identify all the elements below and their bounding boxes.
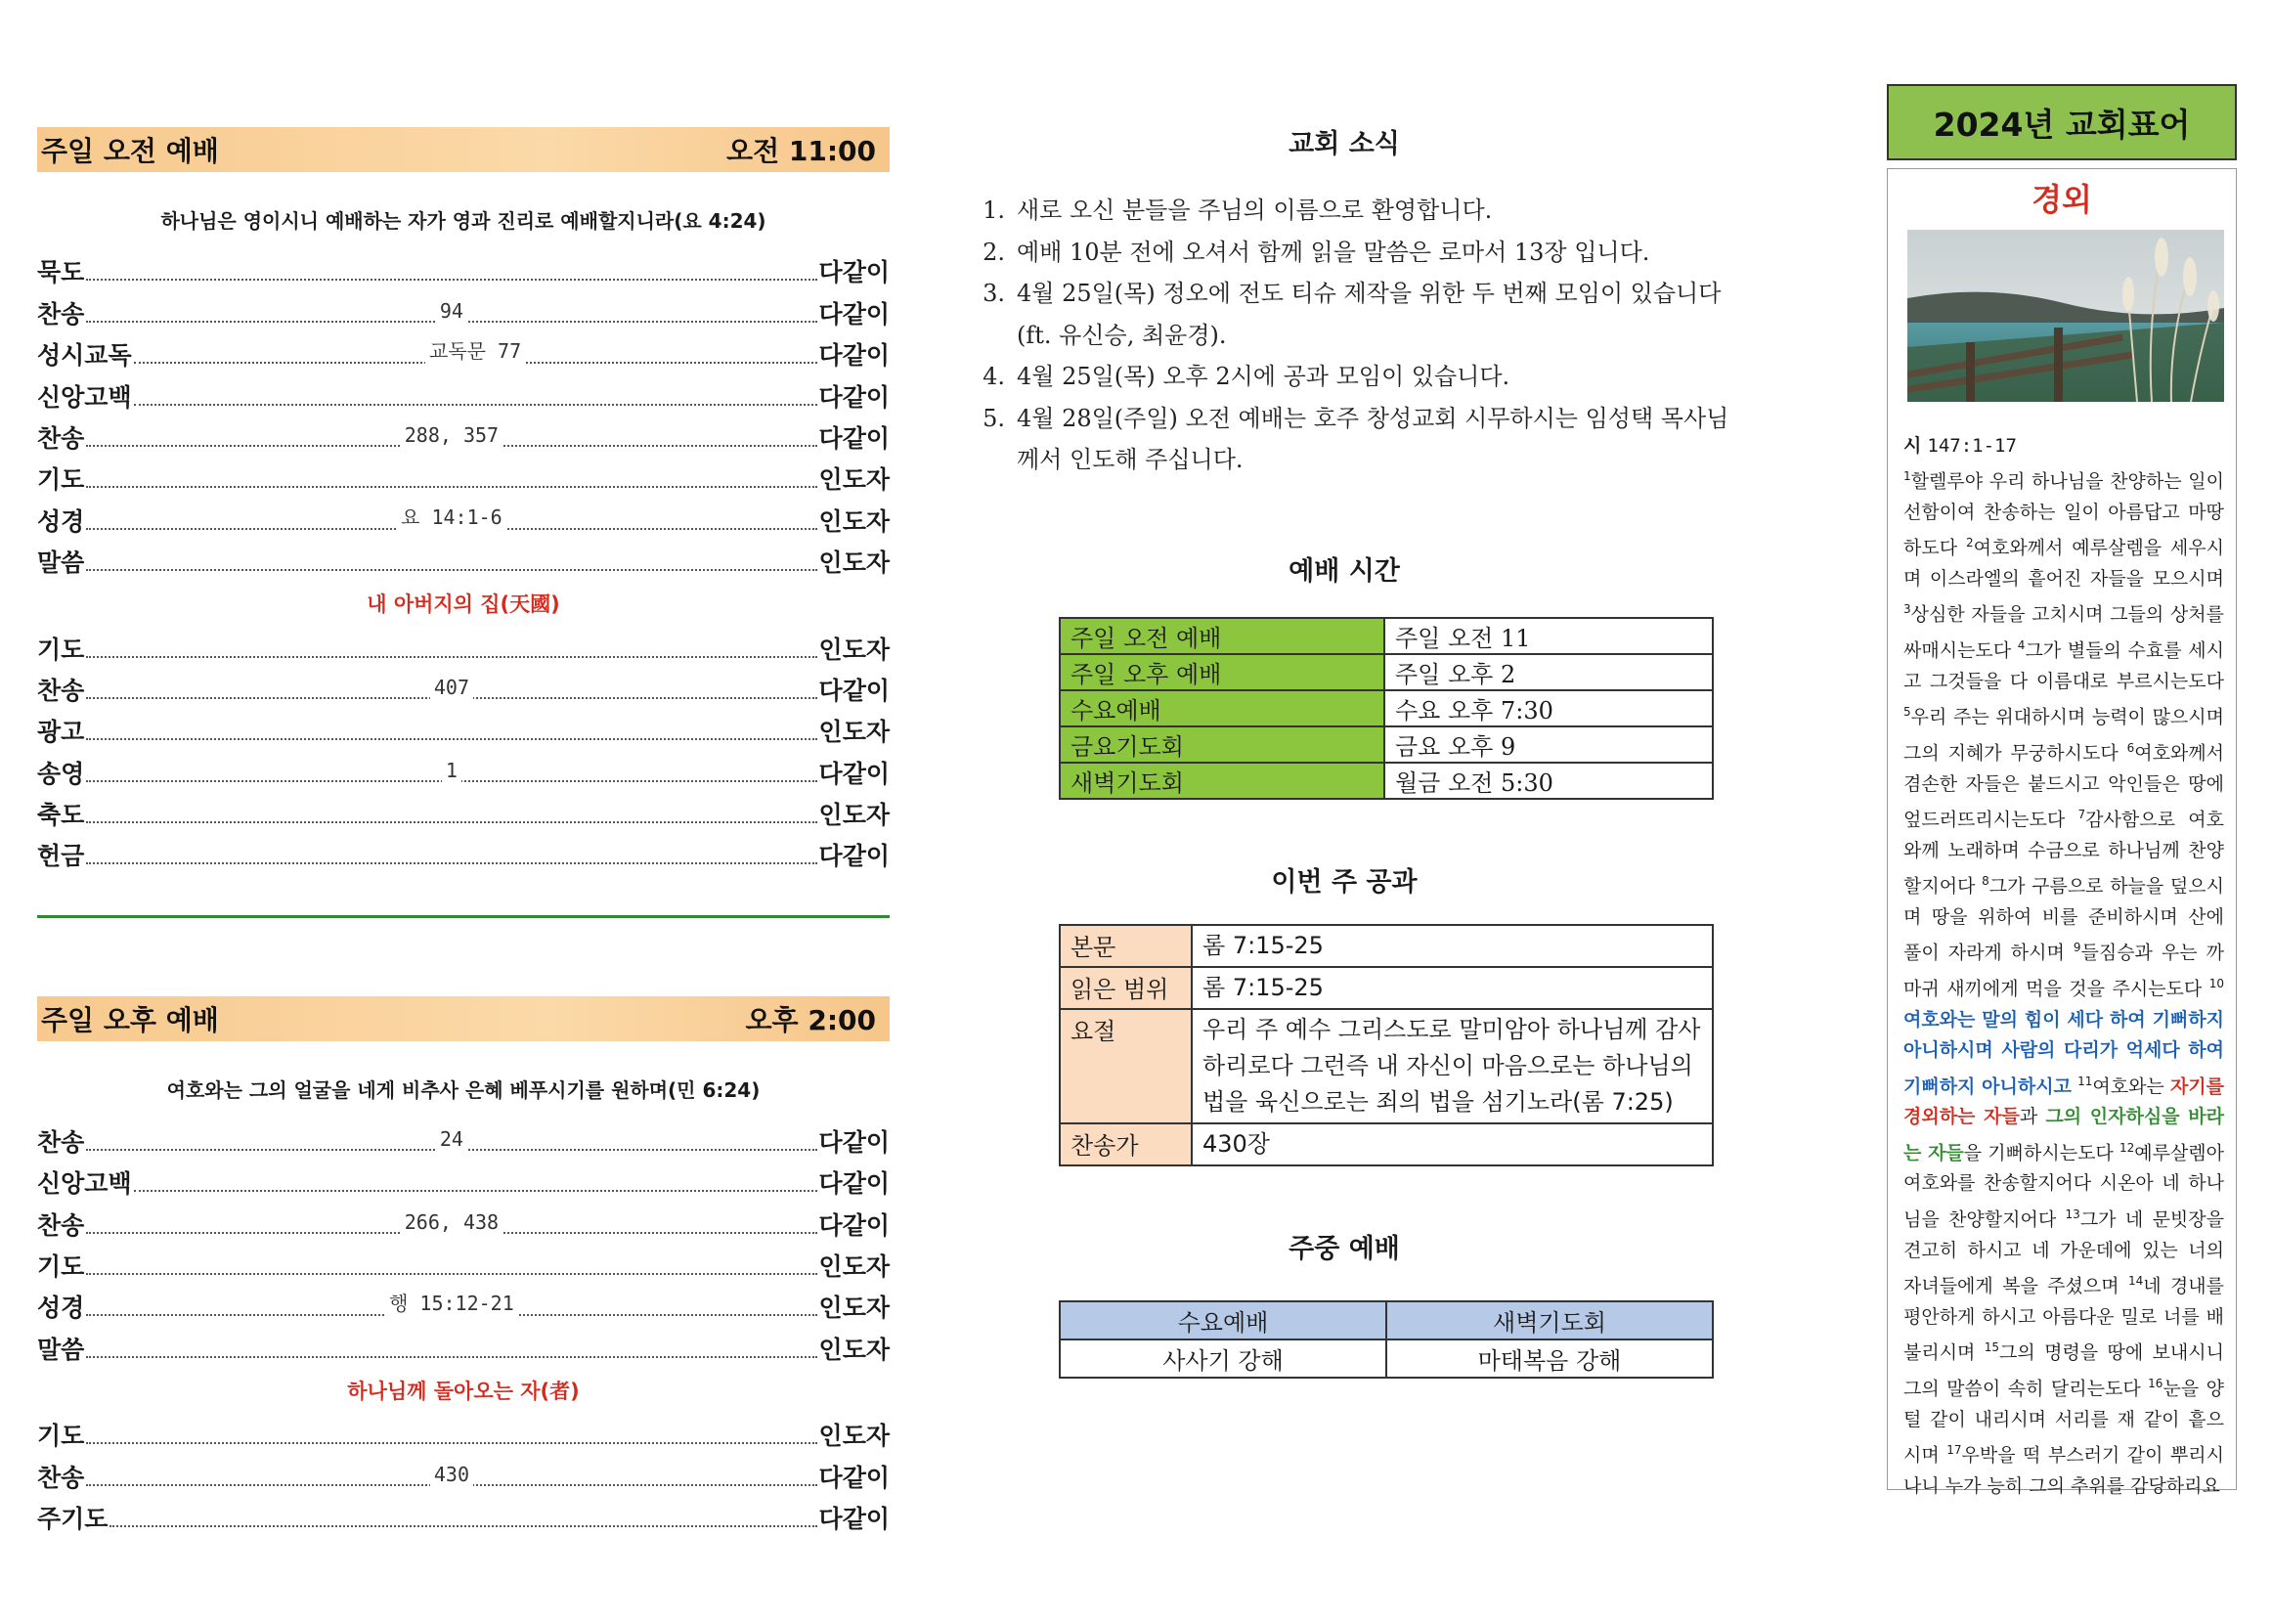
order-row bbox=[37, 247, 890, 288]
lesson-value: 우리 주 예수 그리스도로 말미암아 하나님께 감사하리로다 그런즉 내 자신이 마음으로는 하나님의 법을 육신으로는 죄의 법을 섬기노라(롬 7:25) bbox=[1192, 1009, 1713, 1123]
schedule-time: 월금 오전 5:30 bbox=[1384, 763, 1713, 799]
order-value: 24 bbox=[436, 1127, 467, 1151]
news-item bbox=[958, 356, 1730, 398]
news-text: 예배 10분 전에 오셔서 함께 읽을 말씀은 로마서 13장 입니다. bbox=[1017, 238, 1650, 266]
order-leader: 다같이 bbox=[818, 1127, 890, 1157]
order-leader: 인도자 bbox=[818, 465, 890, 495]
order-row bbox=[37, 414, 890, 455]
schedule-row bbox=[1060, 654, 1713, 690]
midweek-header-dawn: 새벽기도회 bbox=[1386, 1301, 1713, 1339]
motto-theme: 경외 bbox=[2032, 181, 2092, 218]
lesson-title: 이번 주 공과 bbox=[1271, 866, 1418, 898]
dot-leader bbox=[86, 1441, 816, 1444]
order-item: 기도 bbox=[37, 1252, 85, 1282]
order-leader: 다같이 bbox=[818, 842, 890, 871]
order-leader: 다같이 bbox=[818, 258, 890, 287]
order-leader: 다같이 bbox=[818, 299, 890, 329]
morning-service-time: 오전 11:00 bbox=[726, 135, 876, 167]
order-leader: 인도자 bbox=[818, 1252, 890, 1282]
order-item: 광고 bbox=[37, 718, 85, 747]
schedule-row bbox=[1060, 726, 1713, 763]
order-item: 신앙고백 bbox=[37, 382, 132, 412]
dot-leader bbox=[86, 861, 816, 864]
order-value: 요 14:1-6 bbox=[397, 502, 506, 530]
psalm-reference bbox=[1903, 431, 2228, 458]
order-value: 288, 357 bbox=[401, 423, 502, 447]
dot-leader bbox=[86, 1355, 816, 1358]
morning-order-list-2 bbox=[37, 624, 890, 872]
dot-leader bbox=[86, 655, 816, 658]
news-number: 2. bbox=[983, 238, 1005, 266]
order-value: 407 bbox=[430, 676, 473, 699]
order-row bbox=[37, 1324, 890, 1365]
order-item: 축도 bbox=[37, 801, 85, 830]
schedule-service: 새벽기도회 bbox=[1060, 763, 1384, 799]
morning-sermon-title: 내 아버지의 집(天國) bbox=[367, 593, 560, 617]
order-row bbox=[37, 707, 890, 748]
order-leader: 인도자 bbox=[818, 549, 890, 578]
order-row bbox=[37, 748, 890, 789]
schedule-time: 주일 오전 11 bbox=[1384, 618, 1713, 654]
afternoon-order-list-2 bbox=[37, 1411, 890, 1535]
order-row bbox=[37, 1452, 890, 1493]
schedule-time: 수요 오후 7:30 bbox=[1384, 690, 1713, 726]
order-item: 기도 bbox=[37, 465, 85, 495]
midweek-header-wed: 수요예배 bbox=[1060, 1301, 1386, 1339]
order-value: 행 15:12-21 bbox=[385, 1288, 518, 1316]
dot-leader bbox=[86, 820, 816, 823]
news-item bbox=[958, 273, 1730, 356]
order-item: 찬송 bbox=[37, 676, 85, 705]
schedule-service: 금요기도회 bbox=[1060, 726, 1384, 763]
dot-leader bbox=[86, 1272, 816, 1275]
order-leader: 다같이 bbox=[818, 759, 890, 788]
order-row bbox=[37, 455, 890, 496]
order-item: 기도 bbox=[37, 1422, 85, 1451]
order-item: 말씀 bbox=[37, 1335, 85, 1364]
lesson-label: 읽은 범위 bbox=[1060, 967, 1192, 1009]
news-number: 3. bbox=[983, 280, 1005, 307]
morning-order-list bbox=[37, 247, 890, 579]
order-item: 찬송 bbox=[37, 299, 85, 329]
order-leader: 인도자 bbox=[818, 506, 890, 536]
order-row bbox=[37, 1283, 890, 1324]
order-leader: 다같이 bbox=[818, 423, 890, 453]
order-item: 송영 bbox=[37, 759, 85, 788]
news-text: 4월 28일(주일) 오전 예배는 호주 창성교회 시무하시는 임성택 목사님께서 인도해 주십니다. bbox=[1017, 404, 1729, 473]
landscape-photo bbox=[1907, 230, 2224, 402]
dot-leader bbox=[134, 1189, 817, 1192]
order-value: 교독문 77 bbox=[425, 335, 525, 364]
dot-leader bbox=[134, 339, 817, 364]
order-leader: 인도자 bbox=[818, 718, 890, 747]
lesson-label: 찬송가 bbox=[1060, 1123, 1192, 1165]
order-row bbox=[37, 496, 890, 537]
midweek-table bbox=[1059, 1300, 1714, 1379]
news-item bbox=[958, 398, 1730, 481]
order-leader: 다같이 bbox=[818, 341, 890, 371]
morning-service-title: 주일 오전 예배 bbox=[41, 135, 219, 167]
landscape-photo-image bbox=[1907, 230, 2224, 402]
worship-order-column bbox=[37, 127, 890, 1535]
afternoon-sermon-title: 하나님께 돌아오는 자(者) bbox=[347, 1379, 580, 1403]
dot-leader bbox=[86, 505, 816, 530]
midweek-value-dawn: 마태복음 강해 bbox=[1386, 1339, 1713, 1378]
schedule-row bbox=[1060, 763, 1713, 799]
dot-leader bbox=[86, 737, 816, 740]
dot-leader bbox=[109, 1524, 816, 1527]
order-row bbox=[37, 288, 890, 329]
order-item: 찬송 bbox=[37, 1463, 85, 1492]
order-row bbox=[37, 1494, 890, 1535]
dot-leader bbox=[86, 1462, 816, 1486]
psalm-range: 147:1-17 bbox=[1927, 435, 2017, 457]
schedule-service: 주일 오전 예배 bbox=[1060, 618, 1384, 654]
order-leader: 다같이 bbox=[818, 676, 890, 705]
morning-service-header bbox=[37, 127, 890, 172]
order-leader: 다같이 bbox=[818, 1463, 890, 1492]
order-leader: 인도자 bbox=[818, 801, 890, 830]
dot-leader bbox=[86, 758, 816, 782]
afternoon-service-time: 오후 2:00 bbox=[745, 1004, 876, 1037]
lesson-label: 본문 bbox=[1060, 925, 1192, 967]
news-list bbox=[958, 190, 1730, 481]
afternoon-service-header bbox=[37, 996, 890, 1041]
schedule-time: 주일 오후 2 bbox=[1384, 654, 1713, 690]
order-item: 신앙고백 bbox=[37, 1169, 132, 1199]
lesson-row bbox=[1060, 967, 1713, 1009]
news-number: 1. bbox=[983, 197, 1005, 224]
order-row bbox=[37, 1117, 890, 1158]
dot-leader bbox=[86, 1292, 816, 1316]
news-text: 4월 25일(목) 정오에 전도 티슈 제작을 위한 두 번째 모임이 있습니다(ft. 유신승, 최윤경). bbox=[1017, 280, 1722, 349]
order-item: 찬송 bbox=[37, 423, 85, 453]
midweek-title: 주중 예배 bbox=[1289, 1233, 1400, 1264]
order-leader: 인도자 bbox=[818, 1422, 890, 1451]
schedule-table bbox=[1059, 617, 1714, 800]
dot-leader bbox=[86, 1209, 816, 1234]
dot-leader bbox=[86, 298, 816, 323]
news-number: 4. bbox=[983, 363, 1005, 390]
order-row bbox=[37, 372, 890, 413]
news-text: 4월 25일(목) 오후 2시에 공과 모임이 있습니다. bbox=[1017, 363, 1510, 390]
lesson-value: 롬 7:15-25 bbox=[1192, 925, 1713, 967]
dot-leader bbox=[134, 403, 817, 406]
order-row bbox=[37, 1200, 890, 1241]
order-item: 성경 bbox=[37, 506, 85, 536]
lesson-row bbox=[1060, 1123, 1713, 1165]
order-row bbox=[37, 330, 890, 372]
order-item: 성경 bbox=[37, 1294, 85, 1323]
dot-leader bbox=[86, 485, 816, 488]
church-news-column bbox=[958, 93, 1730, 1379]
order-value: 266, 438 bbox=[401, 1210, 502, 1234]
order-leader: 인도자 bbox=[818, 635, 890, 664]
order-item: 기도 bbox=[37, 635, 85, 664]
order-item: 말씀 bbox=[37, 549, 85, 578]
order-leader: 인도자 bbox=[818, 1294, 890, 1323]
motto-body bbox=[1887, 168, 2237, 1497]
schedule-row bbox=[1060, 618, 1713, 654]
order-item: 성시교독 bbox=[37, 341, 132, 371]
order-row bbox=[37, 624, 890, 665]
afternoon-service-title: 주일 오후 예배 bbox=[41, 1004, 219, 1037]
afternoon-service-verse: 여호와는 그의 얼굴을 네게 비추사 은혜 베푸시기를 원하며(민 6:24) bbox=[166, 1078, 761, 1103]
news-item bbox=[958, 232, 1730, 274]
schedule-service: 주일 오후 예배 bbox=[1060, 654, 1384, 690]
order-leader: 다같이 bbox=[818, 1504, 890, 1533]
lesson-label: 요절 bbox=[1060, 1009, 1192, 1123]
order-item: 찬송 bbox=[37, 1127, 85, 1157]
order-leader: 다같이 bbox=[818, 382, 890, 412]
schedule-row bbox=[1060, 690, 1713, 726]
order-row bbox=[37, 1242, 890, 1283]
schedule-service: 수요예배 bbox=[1060, 690, 1384, 726]
lesson-row bbox=[1060, 925, 1713, 967]
order-leader: 인도자 bbox=[818, 1335, 890, 1364]
order-item: 헌금 bbox=[37, 842, 85, 871]
afternoon-order-list bbox=[37, 1117, 890, 1365]
lesson-row bbox=[1060, 1009, 1713, 1123]
order-row bbox=[37, 1159, 890, 1200]
schedule-time: 금요 오후 9 bbox=[1384, 726, 1713, 763]
motto-column bbox=[1887, 84, 2237, 1497]
order-item: 묵도 bbox=[37, 258, 85, 287]
dot-leader bbox=[86, 278, 816, 281]
lesson-value: 430장 bbox=[1192, 1123, 1713, 1165]
dot-leader bbox=[86, 675, 816, 699]
order-leader: 다같이 bbox=[818, 1210, 890, 1240]
news-text: 새로 오신 분들을 주님의 이름으로 환영합니다. bbox=[1017, 197, 1493, 224]
morning-service-verse: 하나님은 영이시니 예배하는 자가 영과 진리로 예배할지니라(요 4:24) bbox=[160, 209, 766, 233]
order-value: 94 bbox=[436, 299, 467, 323]
order-row bbox=[37, 666, 890, 707]
order-row bbox=[37, 1411, 890, 1452]
news-title: 교회 소식 bbox=[1289, 129, 1400, 159]
order-value: 430 bbox=[430, 1463, 473, 1486]
dot-leader bbox=[86, 422, 816, 447]
news-number: 5. bbox=[983, 404, 1005, 432]
order-row bbox=[37, 831, 890, 872]
order-leader: 다같이 bbox=[818, 1169, 890, 1199]
dot-leader bbox=[86, 1126, 816, 1151]
news-item bbox=[958, 190, 1730, 232]
motto-year-title: 2024년 교회표어 bbox=[1887, 84, 2237, 160]
psalm-text: $^1$할렐루야 우리 하나님을 찬양하는 일이 선함이여 찬송하는 일이 아름답고 마땅하도다 $^2$여호와께서 예루살렘을 세우시며 이스라엘의 흩어진 자들을 모으시며 $^3$상심한 자들을 고치시며 그들의 상처를 싸매시는도다 $^4$그가 별들의 수효를 세시고 그것들을 다 이름대로 부르시는도다 $^5$우리 주는 위대하시며 능력이 많으시며 그의 지혜가 무궁하시도다 $^6$여호와께서 겸손한 자들은 붙드시고 악인들은 땅에 엎드러뜨리시는도다 $^7$감사함으로 여호와께 노래하며 수금으로 하나님께 찬양할지어다 $^8$그가 구름으로 하늘을 덮으시며 땅을 위하여 비를 준비하시며 산에 풀이 자라게 하시며 $^9$들짐승과 우는 까마귀 새끼에게 먹을 것을 주시는도다 $^{10}$여호와는 말의 힘이 세다 하여 기뻐하지 아니하시며 사람의 다리가 억세다 하여 기뻐하지 아니하시고 $^{11}$여호와는 자기를 경외하는 자들과 그의 인자하심을 바라는 자들을 기뻐하시는도다 $^{12}$예루살렘아 여호와를 찬송할지어다 시온아 네 하나님을 찬양할지어다 $^{13}$그가 네 문빗장을 견고히 하시고 네 가운데에 있는 너의 자녀들에게 복을 주셨으며 $^{14}$네 경내를 평안하게 하시고 아름다운 밀로 너를 배불리시며 $^{15}$그의 명령을 땅에 보내시니 그의 말씀이 속히 달리는도다 $^{16}$눈을 양털 같이 내리시며 서리를 재 같이 흩으시며 $^{17}$우박을 떡 부스러기 같이 뿌리시나니 누가 능히 그의 추위를 감당하리요 bbox=[1903, 469, 2225, 1497]
order-row bbox=[37, 538, 890, 579]
order-item: 찬송 bbox=[37, 1210, 85, 1240]
dot-leader bbox=[86, 568, 816, 571]
section-divider bbox=[37, 915, 890, 918]
lesson-value: 롬 7:15-25 bbox=[1192, 967, 1713, 1009]
lesson-table bbox=[1059, 924, 1714, 1166]
midweek-value-wed: 사사기 강해 bbox=[1060, 1339, 1386, 1378]
schedule-title: 예배 시간 bbox=[1289, 555, 1400, 587]
order-item: 주기도 bbox=[37, 1504, 109, 1533]
order-value: 1 bbox=[442, 759, 461, 782]
order-row bbox=[37, 790, 890, 831]
psalm-book: 시 bbox=[1903, 435, 1922, 457]
